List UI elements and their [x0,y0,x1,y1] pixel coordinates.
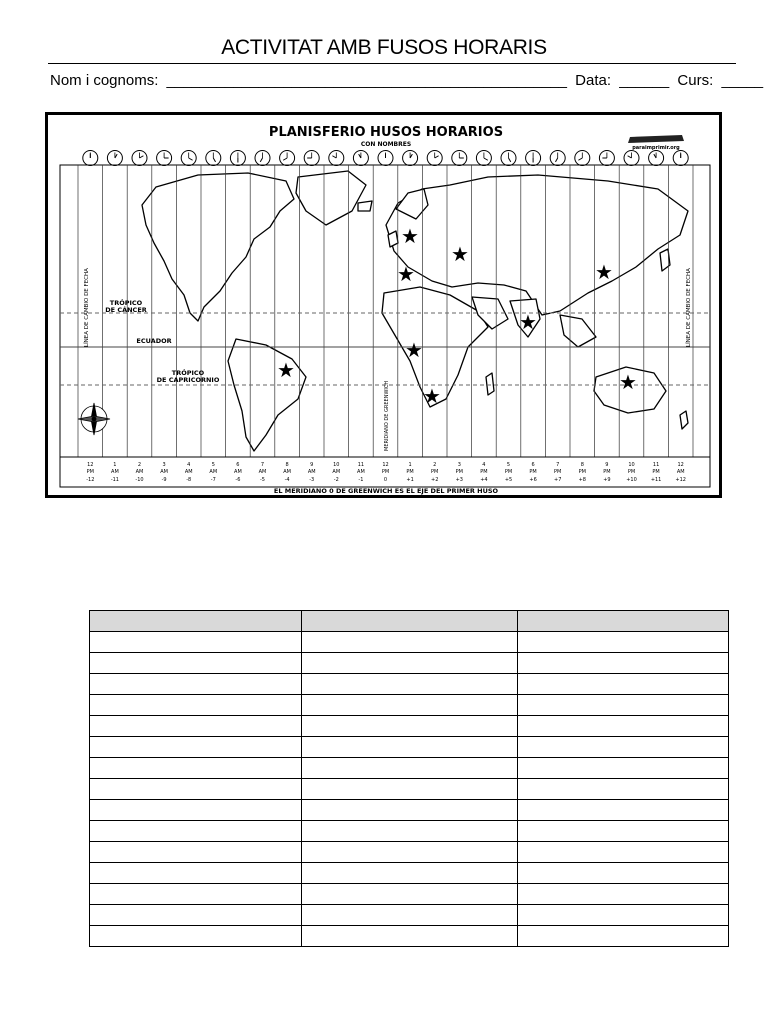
world-continents [142,171,688,451]
zone-label-period: AM [209,469,218,475]
table-row [90,695,729,716]
zone-label-hour: 5 [211,462,215,468]
name-field[interactable]: ________________________________________________ [166,72,567,89]
zone-label-offset: -12 [86,477,95,483]
table-cell[interactable] [518,653,729,674]
zone-label-offset: -2 [333,477,339,483]
zone-label-hour: 7 [556,462,560,468]
table-cell[interactable] [90,800,302,821]
table-header-cell [518,611,729,632]
table-cell[interactable] [90,905,302,926]
clock-icon [624,151,639,166]
table-row [90,758,729,779]
clock-icon [427,151,442,166]
clock-icon [673,151,688,166]
compass-rose-icon [78,403,110,435]
clock-icon [83,151,98,166]
clock-icon [280,151,295,166]
zone-label-hour: 9 [310,462,314,468]
zone-label-hour: 12 [382,462,389,468]
table-cell[interactable] [90,926,302,947]
clock-icon [206,151,221,166]
zone-label-hour: 7 [260,462,265,468]
brand-logo [628,135,684,151]
table-cell[interactable] [518,800,729,821]
clock-icon [304,151,319,166]
table-cell[interactable] [518,905,729,926]
table-cell[interactable] [90,821,302,842]
table-row [90,884,729,905]
zone-label-offset: 0 [383,477,388,483]
zone-label-offset: -4 [284,477,290,483]
star-marker-brazil: ★ [277,358,295,382]
table-header-cell [302,611,518,632]
table-cell[interactable] [302,926,518,947]
star-marker-east-asia: ★ [595,260,613,284]
zone-label-offset: +3 [455,477,463,483]
zone-label-period: PM [480,469,488,475]
map-canvas [48,115,719,495]
clock-icon [329,151,344,166]
zone-label-offset: +12 [675,477,686,483]
zone-label-hour: 11 [652,462,660,468]
table-row [90,821,729,842]
table-row [90,863,729,884]
map-subtitle: CON NOMBRES [360,141,412,148]
clock-icon [378,151,393,166]
table-cell[interactable] [302,632,518,653]
zone-label-hour: 3 [162,462,166,468]
clock-icon [501,151,516,166]
zone-label-period: PM [554,469,562,475]
zone-label-offset: +5 [504,477,513,483]
clock-icon [181,151,196,166]
clock-icon [599,151,614,166]
zone-label-hour: 12 [677,462,684,468]
star-marker-australia: ★ [619,370,637,394]
table-cell[interactable] [302,653,518,674]
date-line-label-right: LÍNEA DE CAMBIO DE FECHA [686,268,692,347]
zone-label-period: PM [381,469,390,475]
zone-label-offset: -3 [309,477,315,483]
brand-text: paraimprimir.org [632,145,680,151]
zone-clocks [83,151,688,166]
date-field[interactable]: ______ [619,72,670,89]
table-cell[interactable] [90,884,302,905]
student-info-line [50,72,767,89]
zone-label-offset: +2 [431,477,439,483]
madagascar [486,373,494,395]
zone-label-offset: +7 [554,477,562,483]
table-cell[interactable] [90,695,302,716]
table-cell[interactable] [90,863,302,884]
zone-label-period: PM [455,469,463,475]
zone-label-period: PM [504,469,513,475]
table-row [90,905,729,926]
zone-label-hour: 4 [187,462,191,468]
table-cell[interactable] [518,716,729,737]
zone-label-hour: 8 [285,462,289,468]
table-cell[interactable] [302,779,518,800]
zone-label-offset: -5 [260,477,265,483]
table-cell[interactable] [90,632,302,653]
table-cell[interactable] [518,842,729,863]
table-row [90,653,729,674]
zone-label-period: PM [578,469,586,475]
zone-label-hour: 2 [137,462,142,468]
greenwich-meridian-label: MERIDIANO DE GREENWICH [384,380,390,451]
map-footer: EL MERIDIANO 0 DE GREENWICH ES EL EJE DEL PRIMER HUSO [273,487,499,495]
table-row [90,800,729,821]
zone-label-offset: -11 [110,477,119,483]
clock-icon [157,151,172,166]
answer-table [89,610,729,947]
table-cell[interactable] [90,674,302,695]
table-header-row [90,611,729,632]
table-row [90,632,729,653]
table-cell[interactable] [302,905,518,926]
clock-icon [649,151,664,166]
title-divider [48,63,736,64]
clock-icon [255,151,270,166]
clock-icon [550,151,565,166]
zone-label-hour: 8 [580,462,584,468]
table-cell[interactable] [518,737,729,758]
zone-label-period: PM [431,469,439,475]
tropic-cancer-label-1: TRÓPICO [109,299,143,307]
table-cell[interactable] [302,737,518,758]
table-cell[interactable] [302,800,518,821]
zone-label-offset: -7 [210,477,216,483]
zone-label-period: AM [184,469,193,475]
clock-icon [452,151,467,166]
zone-label-period: PM [406,469,414,475]
tropic-capricorn-label-1: TRÓPICO [171,369,205,377]
table-cell[interactable] [302,821,518,842]
zone-label-period: AM [234,469,242,475]
table-cell[interactable] [90,653,302,674]
zone-label-offset: +11 [650,477,662,483]
time-zone-map [45,112,722,498]
zone-label-hour: 6 [236,462,240,468]
zone-label-period: PM [529,469,537,475]
zone-label-period: PM [603,469,611,475]
table-cell[interactable] [518,674,729,695]
southeast-asia [560,315,596,347]
star-marker-central-africa: ★ [405,338,423,362]
table-cell[interactable] [90,737,302,758]
clock-icon [230,151,245,166]
table-cell[interactable] [518,821,729,842]
zone-label-offset: +9 [603,477,611,483]
tropic-cancer-label-2: DE CÁNCER [105,306,147,314]
table-cell[interactable] [518,863,729,884]
zone-label-period: AM [258,469,267,475]
zone-label-hour: 3 [457,462,461,468]
clock-icon [132,151,147,166]
zone-label-hour: 10 [333,462,340,468]
zone-label-period: AM [332,469,341,475]
tropic-capricorn-label-2: DE CAPRICORNIO [156,376,220,384]
page-title: ACTIVITAT AMB FUSOS HORARIS [221,36,547,59]
course-field[interactable]: _____ [721,72,764,89]
zone-label-hour: 11 [357,462,365,468]
map-title: PLANISFERIO HUSOS HORARIOS [268,125,504,140]
name-label: Nom i cognoms: [50,72,159,89]
zone-label-period: PM [86,469,94,475]
date-line-label-left: LÍNEA DE CAMBIO DE FECHA [84,268,90,347]
zone-label-offset: +10 [626,477,637,483]
iceland [358,201,372,211]
table-cell[interactable] [302,842,518,863]
table-cell[interactable] [302,695,518,716]
table-row [90,842,729,863]
zone-label-hour: 4 [482,462,486,468]
zone-label-period: AM [111,469,119,475]
south-america [228,339,306,451]
table-cell[interactable] [518,884,729,905]
zone-label-hour: 5 [506,462,511,468]
zone-label-hour: 12 [87,462,94,468]
table-row [90,779,729,800]
clock-icon [526,151,541,166]
zone-label-period: AM [160,469,168,475]
clock-icon [476,151,491,166]
zone-label-offset: -9 [161,477,167,483]
zone-label-period: AM [283,469,291,475]
zone-label-offset: -8 [186,477,192,483]
course-label: Curs: [677,72,714,89]
clock-icon [353,151,368,166]
table-cell[interactable] [90,716,302,737]
zone-label-offset: +6 [529,477,537,483]
zone-label-offset: +8 [578,477,586,483]
table-cell[interactable] [302,674,518,695]
greenland [296,171,366,225]
star-marker-central-europe: ★ [397,262,415,286]
new-zealand [680,411,688,429]
table-row [90,674,729,695]
table-cell[interactable] [90,758,302,779]
zone-label-offset: -6 [235,477,241,483]
clock-icon [107,151,122,166]
table-header-cell [90,611,302,632]
table-cell[interactable] [302,758,518,779]
zone-label-hour: 2 [433,462,437,468]
north-america [142,173,294,321]
table-cell[interactable] [518,926,729,947]
zone-label-period: AM [307,469,316,475]
zone-label-offset: -1 [358,477,364,483]
date-label: Data: [575,72,612,89]
table-cell[interactable] [90,779,302,800]
table-row [90,716,729,737]
table-cell[interactable] [302,884,518,905]
star-marker-russia: ★ [451,242,469,266]
zone-label-period: PM [627,469,636,475]
star-marker-india: ★ [519,310,537,334]
zone-label-offset: +1 [406,477,414,483]
zone-label-hour: 6 [531,462,535,468]
clock-icon [575,151,590,166]
table-cell[interactable] [518,779,729,800]
zone-label-hour: 10 [628,462,635,468]
zone-label-offset: +4 [480,477,488,483]
table-cell[interactable] [302,716,518,737]
table-cell[interactable] [518,632,729,653]
table-cell[interactable] [518,695,729,716]
zone-label-hour: 1 [113,462,117,468]
table-cell[interactable] [90,842,302,863]
zone-label-period: AM [676,469,685,475]
clock-icon [403,151,418,166]
star-marker-scandinavia: ★ [401,224,419,248]
table-cell[interactable] [302,863,518,884]
equator-label: ECUADOR [136,337,172,345]
zone-label-offset: -10 [135,477,144,483]
zone-label-period: PM [652,469,660,475]
table-row [90,926,729,947]
zone-label-hour: 1 [408,462,412,468]
table-row [90,737,729,758]
star-marker-south-africa: ★ [423,384,441,408]
zone-label-hour: 9 [605,462,609,468]
zone-label-period: AM [357,469,365,475]
table-cell[interactable] [518,758,729,779]
zone-label-period: AM [135,469,144,475]
